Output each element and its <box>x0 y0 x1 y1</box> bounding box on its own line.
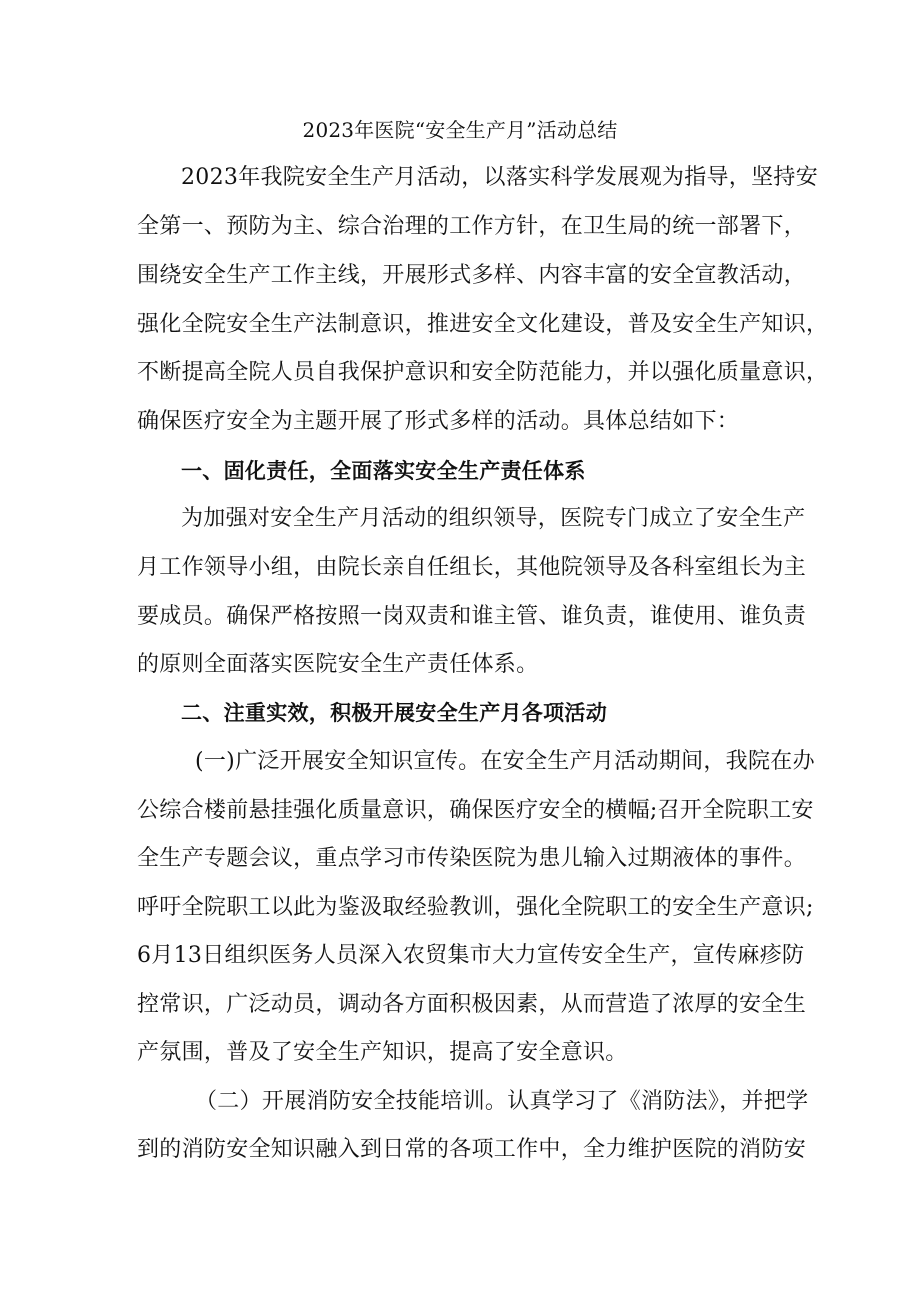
paragraph-line: （二）开展消防安全技能培训。认真学习了《消防法》，并把学 <box>195 1089 809 1114</box>
paragraph-line: 6月13日组织医务人员深入农贸集市大力宣传安全生产，宣传麻疹防 <box>137 943 805 968</box>
paragraph-line: 呼吁全院职工以此为鉴汲取经验教训，强化全院职工的安全生产意识; <box>137 895 814 920</box>
paragraph-line: 为加强对安全生产月活动的组织领导，医院专门成立了安全生产 <box>181 506 806 531</box>
paragraph-line: 控常识，广泛动员，调动各方面积极因素，从而营造了浓厚的安全生 <box>137 992 807 1017</box>
paragraph-line: 不断提高全院人员自我保护意识和安全防范能力，并以强化质量意识， <box>137 360 829 385</box>
paragraph-line: 全生产专题会议，重点学习市传染医院为患儿输入过期液体的事件。 <box>137 846 807 871</box>
document-title: 2023年医院“安全生产月”活动总结 <box>302 118 618 142</box>
paragraph-line: (一)广泛开展安全知识宣传。在安全生产月活动期间，我院在办 <box>195 749 815 774</box>
paragraph-line: 产氛围，普及了安全生产知识，提高了安全意识。 <box>137 1040 628 1065</box>
paragraph-line: 的原则全面落实医院安全生产责任体系。 <box>137 652 539 677</box>
paragraph-line: 2023年我院安全生产月活动，以落实科学发展观为指导，坚持安 <box>181 165 818 190</box>
paragraph-line: 围绕安全生产工作主线，开展形式多样、内容丰富的安全宣教活动， <box>137 263 807 288</box>
paragraph-line: 确保医疗安全为主题开展了形式多样的活动。具体总结如下： <box>137 409 740 434</box>
paragraph-line: 到的消防安全知识融入到日常的各项工作中，全力维护医院的消防安 <box>137 1137 807 1162</box>
paragraph-line: 要成员。确保严格按照一岗双责和谁主管、谁负责，谁使用、谁负责 <box>137 604 807 629</box>
section-heading-1: 一、固化责任，全面落实安全生产责任体系 <box>181 459 586 483</box>
paragraph-line: 强化全院安全生产法制意识，推进安全文化建设，普及安全生产知识， <box>137 312 829 337</box>
section-heading-2: 二、注重实效，积极开展安全生产月各项活动 <box>181 701 607 725</box>
paragraph-line: 月工作领导小组，由院长亲自任组长，其他院领导及各科室组长为主 <box>137 555 807 580</box>
paragraph-line: 全第一、预防为主、综合治理的工作方针，在卫生局的统一部署下， <box>137 214 807 239</box>
paragraph-line: 公综合楼前悬挂强化质量意识，确保医疗安全的横幅;召开全院职工安 <box>137 798 814 823</box>
